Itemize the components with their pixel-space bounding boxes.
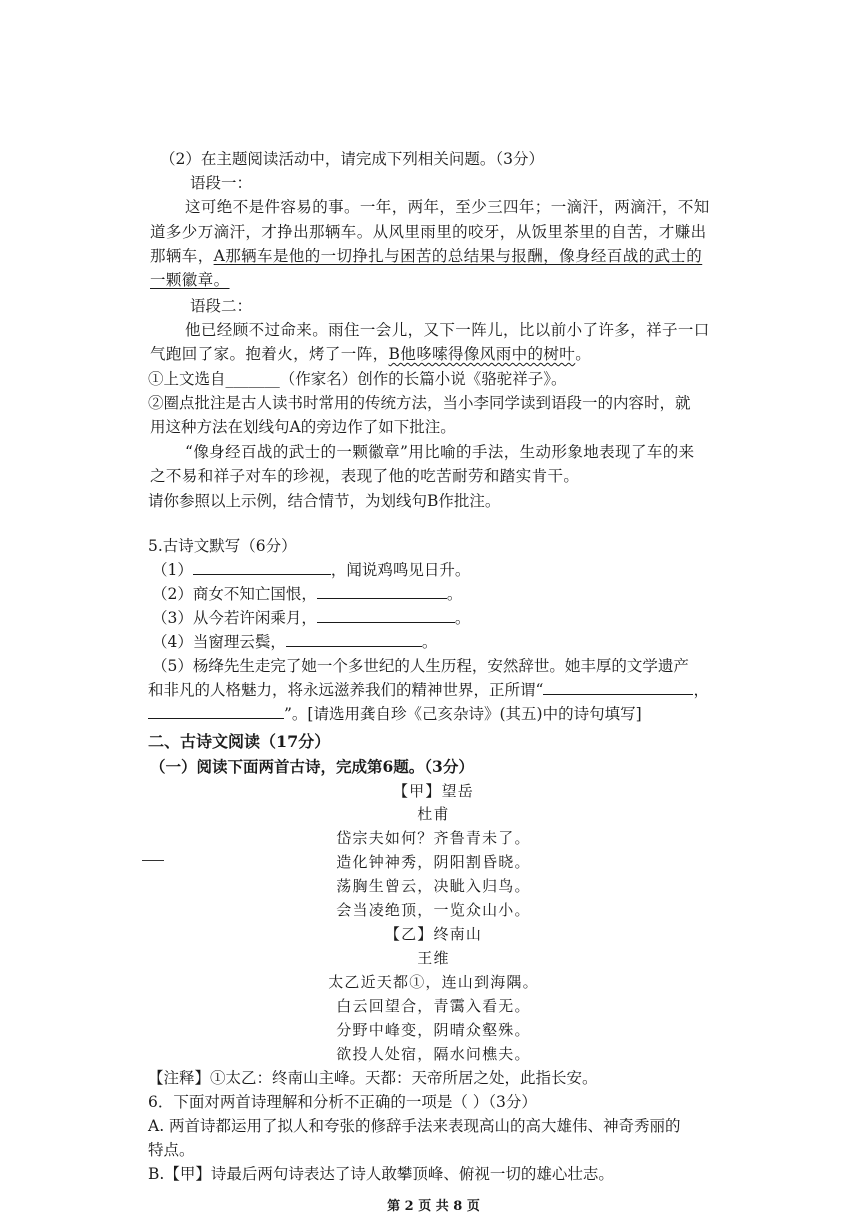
q5-item2 xyxy=(152,583,462,605)
underlined-sentence-a: A那辆车是他的一切挣扎与困苦的总结果与报酬，像身经百战的武士的 xyxy=(213,247,703,265)
question-author: ①上文选自_______（作家名）创作的长篇小说《骆驼祥子》。 xyxy=(148,370,567,388)
q5-item5-line2 xyxy=(148,679,709,701)
q5-item5-line2-text: 和非凡的人格魅力，将永远滋养我们的精神世界，正所谓“ xyxy=(148,681,544,699)
q5-item5-line3-text: ”。[请选用龚自珍《己亥杂诗》(其五)中的诗句填写] xyxy=(284,705,642,723)
poem-a-line: 荡胸生曾云，决眦入归鸟。 xyxy=(336,877,531,895)
answer-blank[interactable] xyxy=(543,680,693,695)
segment1-line4: 一颗徽章。 xyxy=(150,271,230,289)
q6-option-a-line1: A. 两首诗都运用了拟人和夸张的修辞手法来表现高山的高大雄伟、神奇秀丽的 xyxy=(148,1117,681,1135)
segment1-line3 xyxy=(150,245,702,267)
poem-a-line: 会当凌绝顶，一览众山小。 xyxy=(336,901,531,919)
q5-item1 xyxy=(152,559,470,581)
q5-item5-line3 xyxy=(148,703,642,725)
q5-item1-num: （1） xyxy=(152,561,193,579)
example-note-line1: “像身经百战的武士的一颗徽章”用比喻的手法，生动形象地表现了车的来 xyxy=(185,443,695,461)
segment2-line2-text: 气跑回了家。抱着火，烤了一阵， xyxy=(150,345,389,363)
underlined-sentence-b: B他哆嗦得像风雨中的树叶 xyxy=(388,345,576,363)
segment2-label: 语段二： xyxy=(190,297,253,315)
q5-item3 xyxy=(152,607,470,629)
annotation-task: 请你参照以上示例，结合情节，为划线句B作批注。 xyxy=(148,492,501,510)
q5-item3-text: （3）从今若许闲乘月， xyxy=(152,609,317,627)
q5-item4-text: （4）当窗理云鬓， xyxy=(152,633,286,651)
segment2-line1: 他已经顾不过命来。雨住一会儿，又下一阵儿，比以前小了许多，祥子一口 xyxy=(185,321,710,339)
poem-a-title: 【甲】望岳 xyxy=(392,782,474,800)
poem-b-line: 欲投人处宿，隔水问樵夫。 xyxy=(336,1045,531,1063)
example-note-line2: 之不易和祥子对车的珍视，表现了他的吃苦耐劳和踏实肯干。 xyxy=(150,467,580,485)
q5-title: 5.古诗文默写（6分） xyxy=(148,537,297,555)
q5-item5-line2-end: ， xyxy=(693,681,709,699)
margin-dash xyxy=(142,860,164,861)
poem-b-line: 白云回望合，青霭入看无。 xyxy=(336,997,531,1015)
poem-b-line: 分野中峰变，阴晴众壑殊。 xyxy=(336,1021,531,1039)
poem-b-author: 王维 xyxy=(417,949,450,967)
segment2-line2-end: 。 xyxy=(575,345,592,363)
segment1-line2: 道多少万滴汗，才挣出那辆车。从风里雨里的咬牙，从饭里茶里的自苦，才赚出 xyxy=(150,223,707,241)
segment2-line2 xyxy=(150,343,591,365)
q5-item1-text: ，闻说鸡鸣见日升。 xyxy=(330,561,471,579)
poem-b-title: 【乙】终南山 xyxy=(384,925,483,943)
segment1-label: 语段一： xyxy=(190,174,253,192)
poem-b-line: 太乙近天都①，连山到海隅。 xyxy=(328,973,539,991)
q5-item2-text: （2）商女不知亡国恨， xyxy=(152,585,317,603)
section2-subtitle: （一）阅读下面两首古诗，完成第6题。（3分） xyxy=(150,757,474,776)
question-annotation-line1: ②圈点批注是古人读书时常用的传统方法，当小李同学读到语段一的内容时，就 xyxy=(148,394,691,412)
poem-annotation: 【注释】①太乙：终南山主峰。天都：天帝所居之处，此指长安。 xyxy=(148,1069,598,1087)
answer-blank[interactable] xyxy=(148,704,284,719)
answer-blank[interactable] xyxy=(317,584,447,599)
segment1-line1: 这可绝不是件容易的事。一年，两年，至少三四年；一滴汗，两滴汗，不知 xyxy=(185,198,710,216)
answer-blank[interactable] xyxy=(286,632,422,647)
poem-a-author: 杜甫 xyxy=(417,805,450,823)
q6-stem: 6．下面对两首诗理解和分析不正确的一项是（ ）（3分） xyxy=(148,1093,537,1111)
q5-item4-end: 。 xyxy=(421,633,438,651)
segment1-line3-text: 那辆车， xyxy=(150,247,214,265)
poem-a-line: 岱宗夫如何？齐鲁青未了。 xyxy=(336,829,531,847)
q4-part2-intro: （2）在主题阅读活动中，请完成下列相关问题。（3分） xyxy=(160,150,544,168)
poem-a-line: 造化钟神秀，阴阳割昏晓。 xyxy=(336,853,531,871)
q5-item5-line1: （5）杨绛先生走完了她一个多世纪的人生历程，安然辞世。她丰厚的文学遗产 xyxy=(152,657,689,675)
q5-item3-end: 。 xyxy=(454,609,471,627)
q6-option-a-line2: 特点。 xyxy=(148,1141,195,1159)
answer-blank[interactable] xyxy=(193,560,331,575)
section2-title: 二、古诗文阅读（17分） xyxy=(148,732,331,751)
question-annotation-line2: 用这种方法在划线句A的旁边作了如下批注。 xyxy=(150,418,456,436)
q5-item4 xyxy=(152,631,437,653)
answer-blank[interactable] xyxy=(317,608,455,623)
q5-item2-end: 。 xyxy=(446,585,463,603)
q6-option-b: B.【甲】诗最后两句诗表达了诗人敢攀顶峰、俯视一切的雄心壮志。 xyxy=(148,1165,614,1183)
page-footer: 第 2 页 共 8 页 xyxy=(387,1199,480,1214)
